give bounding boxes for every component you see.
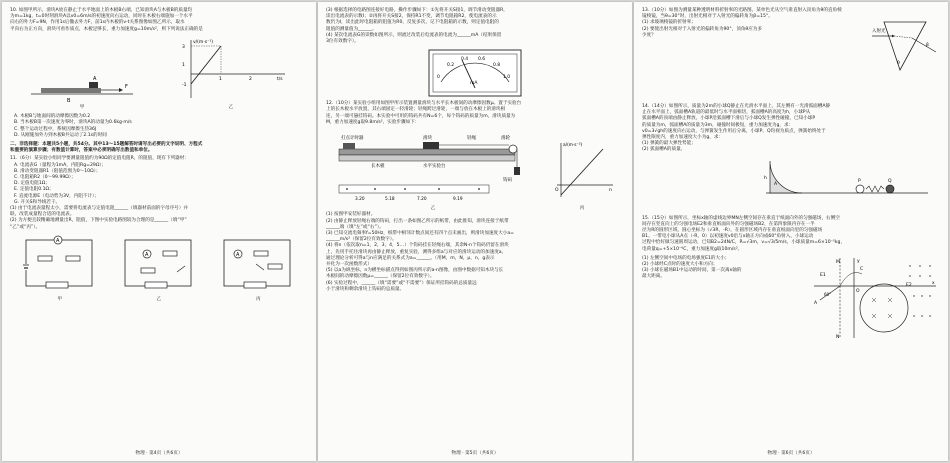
text-line: 少度？ [642,32,656,38]
option-a: A. 木板B与地面间的动摩擦因数为0.2 [14,114,91,120]
meter-tick: 1.0 [503,75,511,81]
text-line: (2) 由静止释放轻绳右端的钩码，打出一条如图乙所示的纸带，由此推知，滑块连接于纸带 [326,218,509,224]
apparatus-label: 钩码 [503,178,512,184]
text-line: C. 电阻箱R2（0～99.99Ω）； [14,175,76,181]
axis-label: O [555,188,559,194]
text-line: (2) 要使出射光相对于入射光的偏转角为90°，顶角θ应为多 [642,26,762,32]
svg-text:A: A [236,251,240,258]
text-line: (1) 由于电流表量程太小，需要将电流表与定值电阻______（填器材前面的字母序号）并 [10,206,188,212]
question-13-block [642,8,940,74]
a-n-graph-plot [547,139,617,203]
text-line: (6) 实验过程中，______（填“需要”或“不需要”）保证所挂钩码的总质量远 [326,280,477,286]
prism-label: β [926,43,929,48]
text-line: (1) 弹簧的最大弹性势能； [642,141,696,147]
q10-options [10,114,308,139]
text-line: (2) 弧面槽A的质量。 [642,147,686,153]
text-line: (5) 以a为纵坐标，n为横坐标描点得到如图丙所示的a-n图像，由图中数据可知木块与长 [326,268,504,274]
circuit-yi [117,234,201,303]
text-line: “乙”或“丙”）。 [10,224,41,230]
field-label: O [856,288,860,294]
text-line: (3) 小球在磁场B1中运动的时间，第一次离x轴的 [642,268,742,274]
text-line: 径为R的圆形区域，圆心坐标为（√3R，-R），在圆形区域内存在垂直纸面向里的匀强磁场 [642,228,823,234]
text-line: 3位有效数字）。 [326,39,359,45]
question-15-parts [642,256,810,337]
text-line: (2) 小球经C点时的速度大小和方向； [642,262,718,268]
apparatus-label: 水平实验台 [423,164,446,170]
tape-value: 9.19 [453,197,463,203]
track-label: A [774,181,778,187]
svg-text:t/s: t/s [277,76,283,82]
text-line: 电荷量q=+5×10⁻⁶C，重力加速度g取10m/s²。 [642,246,743,252]
text-line: 上的长木板水平放置，其右端固定一轻滑轮；轻绳跨过滑轮，一端与放在木板上的滑块相 [326,107,506,113]
circuit-diagram [18,234,102,294]
figure-caption: 甲 [79,105,85,111]
text-line: B1。一带电小球从A点（-R，0）以初速度v0沿与x轴正方向成60°角射入，小球运动 [642,234,814,240]
text-line: 数仍为I，读出此时电阻箱的阻值为R0，反复多次，记下电阻箱的示数，则定值电阻的 [326,20,499,26]
text-line: E. 定值电阻0.1Ω； [14,187,54,193]
svg-text:1: 1 [219,76,222,82]
question-11 [10,156,308,230]
svg-text:-1: -1 [182,82,187,88]
figure-caption: 乙 [156,297,162,303]
track-label: P [858,178,861,184]
q10-figures [10,36,308,111]
svg-text:2: 2 [249,76,252,82]
svg-text:v/(m·s⁻¹): v/(m·s⁻¹) [193,39,214,45]
circuit-jia [18,234,102,303]
text-line: 止在水平面上，弧面槽A轨道的最低时与水平面相切，弧面槽A的高度为h，小球P从 [642,110,811,116]
question-10 [10,8,308,33]
text-line: 14.（14分）如图所示，质量为2m的小球Q静止在光滑水平面上，其左侧有一光滑弧面槽A静 [642,104,831,109]
text-line: (1) 左侧空间中电场的电场强度E1的大小； [642,255,730,261]
section-heading [10,142,308,154]
field-label: E2 [906,282,912,288]
svg-text:A: A [144,251,149,258]
apparatus-diagram [333,129,533,203]
text-line: ______端（填“左”或“右”）。 [326,224,384,230]
svg-text:1: 1 [182,62,185,68]
question-15-parts-block [642,256,940,340]
option-b: B. 当木板B第一次速度为零时，滑块A的动量为0.6kg·m/s [14,120,132,126]
option-c: C. 整个运动过程中，系统因摩擦生热36J [14,126,97,132]
field-label: 60° [824,291,832,297]
text-line: ______m/s²（保留2位有效数字）。 [326,237,397,243]
text-line: (1) 求玻璃棱镜的折射率； [642,20,696,26]
text-line: 最大距离。 [642,274,665,280]
prism-diagram [870,16,940,74]
page-footer: 物理 · 第6页（共6页） [767,450,815,456]
meter-tick: 0.4 [461,57,469,63]
figure-caption: 丙 [579,206,585,212]
track-diagram [762,157,932,199]
text-line: 木板间的动摩擦因数μ=______（保留2位有效数字）。 [326,274,435,280]
text-line: (2) 为方便且较精确地测量出R，阻值，下图中实验电路图较为合理的是______（填“甲” [10,218,187,224]
axis-label: n [609,188,612,194]
page-footer: 物理 · 第4页（共6页） [135,450,183,456]
exam-page-4 [2,2,316,461]
tape-value: 7.20 [417,197,427,203]
vt-graph [171,36,291,102]
field-diagram [810,256,940,340]
field-label: C [860,266,864,272]
meter-tick: 0.6 [478,57,486,63]
text-line: (3) 已知交流电频率f=50Hz，纸带中相邻计数点间还有四个点未画出，则滑块加速度大小a= [326,231,514,237]
text-line: 弹性限度内，重力加速度大小为g，求： [642,135,724,141]
field-label: x [932,280,935,286]
option-d: D. 从刚施加外力到木板B共运动了2.1s的时间 [14,132,107,138]
question-14 [642,104,940,154]
apparatus-label: 滑块 [423,136,432,142]
prism-label: 入射光 [872,29,886,34]
figure-caption: 甲 [57,297,62,303]
prism-label: θ [897,61,900,66]
field-label: M [836,259,840,265]
text-line: v0=3√gh的速度向右运动，与弹簧发生作用后分离，小球P、Q均视为质点，弹簧始终处于 [642,128,826,134]
text-line: 10. 如图甲所示，滑块A放在静止于水平地面上的木板B右端，已知滑块A与木板B的质量均 [10,8,193,13]
text-line: 二、非选择题：本题共5小题，共54分。其中13～15题解答时请写出必要的文字说明、方程式 [10,142,203,148]
text-line: 并化为一次函数形式） [326,262,372,268]
text-line: G. 开关S和导线若干。 [14,199,61,205]
text-line: 15.（15分）如图所示，坐标x轴的虚线边界MN左侧空间存在垂直于纸面向外的匀强磁场，右侧空 [642,215,840,221]
tape-value: 3.20 [355,197,365,203]
text-line: 的质量为m，弧面槽A的质量为3m，碰撞时间极短，重力加速度为g，求： [642,122,794,128]
svg-text:3: 3 [182,44,185,50]
question-13 [642,8,870,71]
figure-caption: 丙 [256,297,261,303]
text-line: D. 定值电阻1Ω； [14,181,50,187]
text-line: 阻值的测量值为______。 [326,26,377,32]
figure-vt-graph [171,36,291,111]
text-line: 过程中恰好做匀速圆周运动，已知B2=24N/C，R=√3m，v=√3/5m/s，小球质量m=6×10⁻⁵kg， [642,240,846,246]
text-line: 为m=1kg，t=0时刻滑块A以v0=6m/s的初速度向右运动，同时在木板右端施加一个水平 [10,14,193,20]
meter-tick: 0 [437,75,440,81]
field-label: y [857,258,860,264]
apparatus-label: 轻绳 [467,136,476,142]
apparatus-and-tape [333,129,533,212]
text-line: M，重力加速度g取9.8m/s²，实验步骤如下： [326,119,420,125]
page-footer: 物理 · 第5页（共6页） [451,450,499,456]
text-line: 通过理论分析可得a与n应满足的关系式为a=______。（用M，m，N，μ，n，g表示 [326,255,495,261]
text-line: 向右的外力F=9N，作用1s后撤去外力F，前1s内木板的v-t关系图像如图乙所示，取水 [10,20,185,26]
svg-text:F: F [125,83,128,90]
text-line: 13.（10分）如图为测量某种透明材料折射率的光路图。某单色光从空气垂直射入顶角为θ的直角棱 [642,8,842,13]
text-line: 读出电流表的示数I；②再将开关S接2，保持R1不变，调节电阻箱R2，使电流表的示 [326,14,497,20]
text-line: 间存在竖直向上的匀强电场E2和垂直纸面向外的匀强磁场B2，在第四象限内存在一半 [642,221,815,227]
field-label: E1 [820,272,826,278]
q12-figures [326,129,624,212]
circuit-diagram [216,234,300,294]
ammeter-dial [425,48,525,98]
circuit-diagrams [10,234,308,303]
svg-text:A: A [93,75,97,82]
meter-tick: 0.8 [493,63,501,69]
text-line: F. 直流电源E（电动势为3V，内阻不计）； [14,193,99,199]
exam-page-6 [634,2,948,461]
text-line: 12.（10分）某实验小组用如图甲所示装置测量滑块与水平长木板间的动摩擦因数μ。置于实验台 [326,101,522,107]
text-line: (4) 某次电流表G的读数如图所示，则流过改装后电流表的电流为______mA（结果保留 [326,32,502,38]
text-line: 小于滑块和剩余滑块上钩码的总质量。 [326,286,405,292]
field-label: A [814,300,818,306]
text-line: 弧面槽A的顶端由静止释放，小球P沿弧面槽下滑后与小球Q发生弹性碰撞，已知小球P [642,116,816,122]
axis-label: a/(m·s⁻²) [563,143,583,149]
figure-caption: 乙 [228,105,234,111]
text-line: 连，另一端可悬挂钩码。本实验中可用的钩码共有N=6个，每个钩码的质量为m，滑块质量为 [326,113,516,119]
apparatus-label: 滑轮 [501,136,510,142]
apparatus-label: 打点计时器 [341,136,364,142]
text-line: B. 滑动变阻器R1（阻值范围为0～10Ω）； [14,168,101,174]
meter-unit: mA [470,81,478,87]
text-line: (1) 按图甲安装好器材。 [326,212,376,218]
text-line: 镜棱镜，当θ=30°时，出射光相对于入射光的偏转角为β=15°。 [642,14,773,20]
text-line: 平向右为正方向，滑块可看作质点，木板足够长，重力加速度g=10m/s²，则下列说法正确的是 [10,26,203,32]
apparatus-label: 长木板 [371,164,385,170]
question-12 [326,101,624,126]
text-line: 联，改装成量程合适的电流表。 [10,212,75,218]
question-11-continued [326,8,624,45]
field-label: N [836,334,840,340]
svg-text:B: B [67,97,71,102]
text-line: 和重要的演算步骤；有数值计算时，答案中必须明确写出数值和单位。 [10,148,153,154]
exam-page-5 [318,2,632,461]
figure-board-block [27,58,137,111]
svg-text:A: A [55,237,60,244]
text-line: (4) 将n（依次取n=1，2，3，4，5…）个钩码挂在轻绳右端，其余N-n个钩码仍留在滑块 [326,243,509,249]
track-label: h [764,175,767,181]
circuit-bing [216,234,300,303]
tape-value: 5.18 [385,197,395,203]
text-line: 11.（6分）某实验小组同学要测量阻值约为90Ω的定值电阻R，的阻值，现有下列器材： [10,156,189,162]
circuit-diagram [117,234,201,294]
track-label: Q [888,178,892,184]
meter-tick: 0.2 [447,63,455,69]
figure-caption: 乙 [430,206,436,212]
a-n-graph [547,139,617,212]
text-line: (3) 根据选择的电路图连接好电路，操作步骤如下：①先将开关S接1，调节滑动变阻器R， [326,8,508,13]
text-line: 上，先用手托住滑块再由静止释放，重复实验，测得多组a与对应的滑块运动的加速度a。 [326,249,507,255]
text-line: A. 电流表G（量程为1mA，内阻Rg=29Ω）； [14,162,107,168]
question-12-steps [326,212,624,293]
question-15 [642,216,940,253]
board-diagram [27,58,137,102]
